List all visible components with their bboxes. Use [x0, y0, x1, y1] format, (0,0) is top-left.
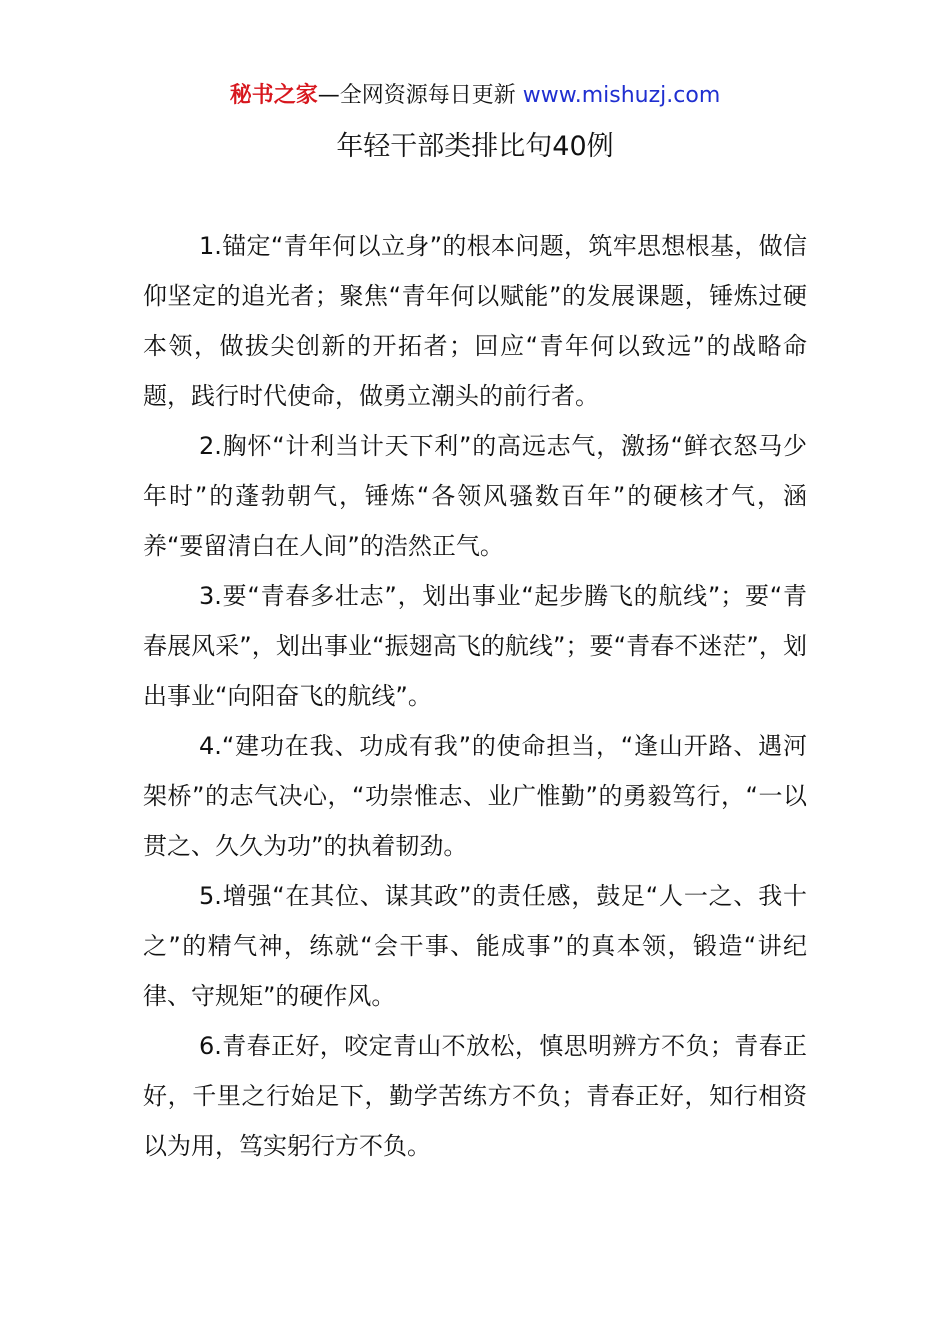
paragraph-6: 6.青春正好，咬定青山不放松，慎思明辨方不负；青春正好，千里之行始足下，勤学苦练方不负；青春正好，知行相资以为用，笃实躬行方不负。	[143, 1032, 807, 1160]
site-header	[0, 80, 950, 112]
document-title: 年轻干部类排比句40例	[336, 131, 614, 162]
paragraph-5: 5.增强“在其位、谋其政”的责任感，鼓足“人一之、我十之”的精气神，练就“会干事、能成事”的真本领，锻造“讲纪律、守规矩”的硬作风。	[143, 882, 807, 1010]
header-tagline: —全网资源每日更新	[317, 83, 523, 108]
paragraph-3: 3.要“青春多壮志”，划出事业“起步腾飞的航线”；要“青春展风采”，划出事业“振翅高飞的航线”；要“青春不迷茫”，划出事业“向阳奋飞的航线”。	[143, 582, 807, 710]
brand-name: 秘书之家	[229, 83, 318, 108]
paragraph-1: 1.锚定“青年何以立身”的根本问题，筑牢思想根基，做信仰坚定的追光者；聚焦“青年何以赋能”的发展课题，锤炼过硬本领，做拔尖创新的开拓者；回应“青年何以致远”的战略命题，践行时代使命，做勇立潮头的前行者。	[143, 232, 807, 410]
paragraph-2: 2.胸怀“计利当计天下利”的高远志气，激扬“鲜衣怒马少年时”的蓬勃朝气，锤炼“各领风骚数百年”的硬核才气，涵养“要留清白在人间”的浩然正气。	[143, 432, 807, 560]
site-url-link[interactable]: www.mishuzj.com	[522, 83, 721, 108]
document-body	[143, 221, 807, 1171]
paragraph-4: 4.“建功在我、功成有我”的使命担当，“逢山开路、遇河架桥”的志气决心，“功崇惟志、业广惟勤”的勇毅笃行，“一以贯之、久久为功”的执着韧劲。	[143, 732, 807, 860]
